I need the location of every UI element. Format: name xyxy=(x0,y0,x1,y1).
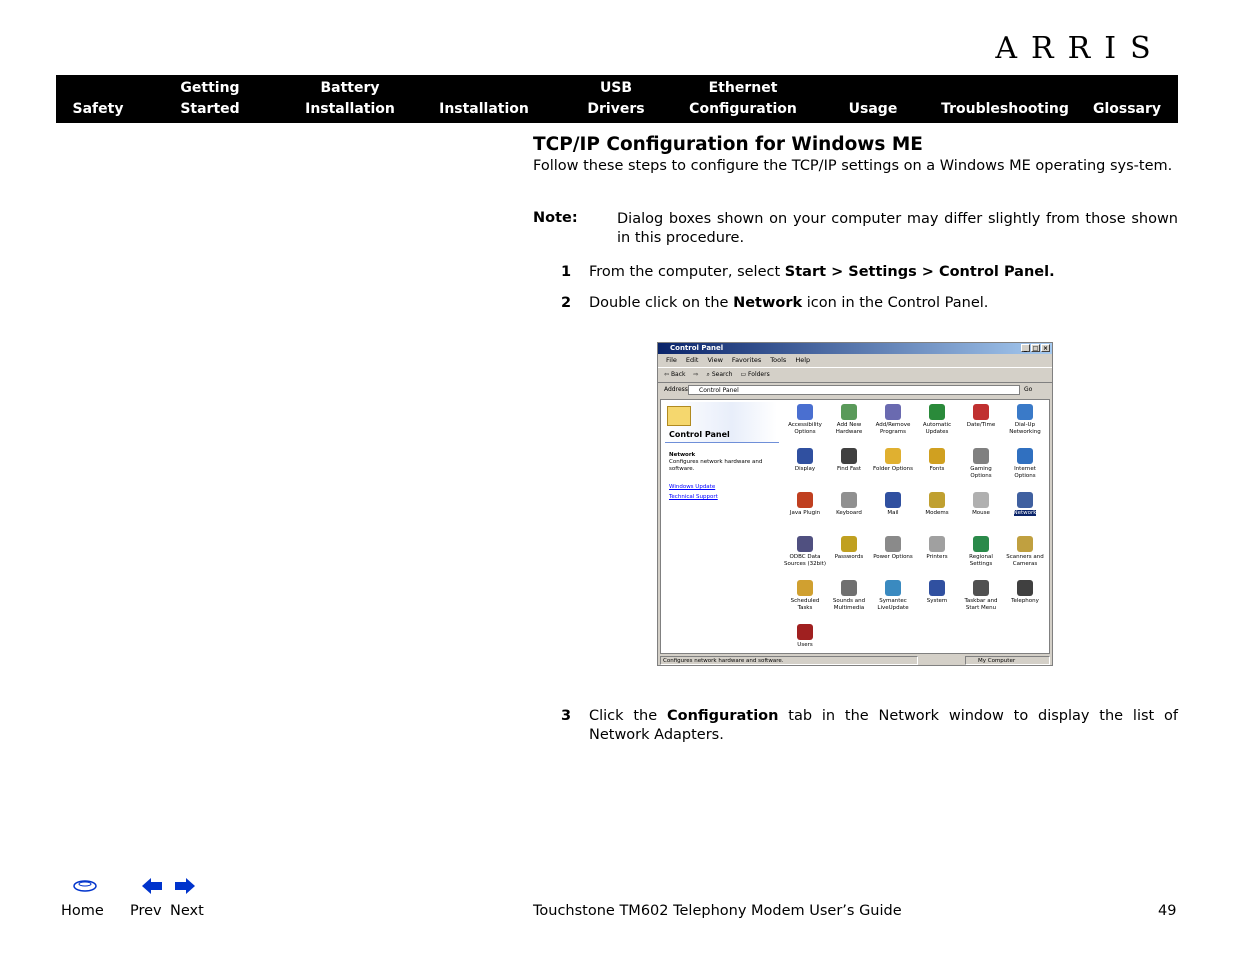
cp-icon-internet-options: Internet Options xyxy=(1003,446,1047,480)
cp-icon-display: Display xyxy=(783,446,827,473)
cp-glyph-icon xyxy=(797,448,813,464)
window-titlebar: Control Panel _ □ × xyxy=(658,343,1052,354)
next-link[interactable]: Next xyxy=(170,903,204,919)
cp-glyph-icon xyxy=(1017,580,1033,596)
left-info-pane: Control Panel Network Configures network hardware and software. Windows Update Technical Support xyxy=(661,400,779,653)
cp-glyph-icon xyxy=(1017,492,1033,508)
nav-installation[interactable]: Installation xyxy=(439,101,529,117)
cp-glyph-icon xyxy=(885,536,901,552)
cp-glyph-icon xyxy=(841,580,857,596)
top-nav-bar xyxy=(56,75,1178,123)
maximize-icon: □ xyxy=(1032,345,1039,352)
page-title: TCP/IP Configuration for Windows ME xyxy=(533,134,923,155)
note-text: Dialog boxes shown on your computer may differ slightly from those shown in this procedure. xyxy=(617,211,1178,246)
nav-glossary[interactable]: Glossary xyxy=(1092,101,1162,117)
cp-glyph-icon xyxy=(973,492,989,508)
cp-glyph-icon xyxy=(973,404,989,420)
cp-icon-system: System xyxy=(915,578,959,605)
minimize-icon: _ xyxy=(1021,344,1030,352)
control-panel-screenshot xyxy=(657,342,1053,666)
cp-glyph-icon xyxy=(885,492,901,508)
svg-text:ARRIS: ARRIS xyxy=(995,31,1165,62)
search-icon: ⌕ Search xyxy=(706,371,733,378)
nav-safety[interactable]: Safety xyxy=(72,101,124,117)
window-toolbar xyxy=(658,367,1052,383)
cp-icon-printers: Printers xyxy=(915,534,959,561)
cp-glyph-icon xyxy=(973,536,989,552)
address-bar: Address Control Panel Go xyxy=(658,383,1052,397)
close-icon: × xyxy=(1042,345,1049,352)
cp-icon-telephony: Telephony xyxy=(1003,578,1047,605)
note-label: Note: xyxy=(533,210,578,226)
cp-icon-gaming-options: Gaming Options xyxy=(959,446,1003,480)
cp-icon-add-new-hardware: Add New Hardware xyxy=(827,402,871,436)
page-number: 49 xyxy=(1158,903,1177,919)
forward-icon: ⇨ xyxy=(693,371,699,378)
cp-glyph-icon xyxy=(1017,404,1033,420)
step-text: Click the Configuration tab in the Network window to display the list of Network Adapters. xyxy=(589,708,1178,743)
cp-icon-odbc-data-sources-32bit: ODBC Data Sources (32bit) xyxy=(783,534,827,568)
cp-icon-passwords: Passwords xyxy=(827,534,871,561)
nav-usage[interactable]: Usage xyxy=(848,101,898,117)
step-number: 1 xyxy=(561,264,572,280)
address-field: Control Panel xyxy=(688,385,1020,395)
cp-icon-mouse: Mouse xyxy=(959,490,1003,517)
cp-glyph-icon xyxy=(929,404,945,420)
cp-glyph-icon xyxy=(973,580,989,596)
cp-glyph-icon xyxy=(929,536,945,552)
home-link[interactable]: Home xyxy=(61,903,104,919)
guide-title: Touchstone TM602 Telephony Modem User’s Guide xyxy=(533,903,902,919)
cp-glyph-icon xyxy=(841,448,857,464)
cp-icon-scanners-and-cameras: Scanners and Cameras xyxy=(1003,534,1047,568)
cp-glyph-icon xyxy=(973,448,989,464)
cp-icon-fonts: Fonts xyxy=(915,446,959,473)
cp-icon-regional-settings: Regional Settings xyxy=(959,534,1003,568)
cp-icon-power-options: Power Options xyxy=(871,534,915,561)
cp-glyph-icon xyxy=(797,404,813,420)
control-panel-body xyxy=(660,399,1050,654)
cp-glyph-icon xyxy=(841,492,857,508)
control-panel-folder-icon xyxy=(667,406,691,426)
cp-icon-date-time: Date/Time xyxy=(959,402,1003,429)
status-bar: Configures network hardware and software. My Computer xyxy=(660,656,1050,665)
cp-icon-keyboard: Keyboard xyxy=(827,490,871,517)
cp-icon-modems: Modems xyxy=(915,490,959,517)
cp-glyph-icon xyxy=(841,536,857,552)
cp-icon-users: Users xyxy=(783,622,827,649)
nav-ethernet-configuration[interactable]: Ethernet Configuration xyxy=(689,80,797,117)
technical-support-link: Technical Support xyxy=(669,494,718,500)
prev-arrow-icon[interactable] xyxy=(141,877,163,895)
cp-icon-accessibility-options: Accessibility Options xyxy=(783,402,827,436)
back-icon: ⇦ Back xyxy=(664,371,686,378)
nav-usb-drivers[interactable]: USB Drivers xyxy=(587,80,645,117)
cp-icon-dial-up-networking: Dial-Up Networking xyxy=(1003,402,1047,436)
cp-icon-taskbar-and-start-menu: Taskbar and Start Menu xyxy=(959,578,1003,612)
cp-glyph-icon xyxy=(929,492,945,508)
cp-icon-sounds-and-multimedia: Sounds and Multimedia xyxy=(827,578,871,612)
windows-update-link: Windows Update xyxy=(669,484,716,490)
cp-glyph-icon xyxy=(797,536,813,552)
next-arrow-icon[interactable] xyxy=(174,877,196,895)
cp-glyph-icon xyxy=(885,404,901,420)
cp-glyph-icon xyxy=(929,580,945,596)
folders-icon: ▭ Folders xyxy=(740,371,770,378)
cp-icon-find-fast: Find Fast xyxy=(827,446,871,473)
cp-icon-scheduled-tasks: Scheduled Tasks xyxy=(783,578,827,612)
nav-battery-installation[interactable]: Battery Installation xyxy=(305,80,395,117)
step-number: 2 xyxy=(561,295,572,311)
cp-icon-mail: Mail xyxy=(871,490,915,517)
nav-getting-started[interactable]: Getting Started xyxy=(180,80,240,117)
window-menubar: File Edit View Favorites Tools Help xyxy=(666,356,811,364)
cp-glyph-icon xyxy=(1017,536,1033,552)
cp-glyph-icon xyxy=(797,492,813,508)
cp-glyph-icon xyxy=(797,580,813,596)
go-button: Go xyxy=(1024,386,1033,393)
cp-glyph-icon xyxy=(1017,448,1033,464)
step-number: 3 xyxy=(561,708,572,724)
step-text: Double click on the Network icon in the Control Panel. xyxy=(589,295,989,311)
cp-glyph-icon xyxy=(841,404,857,420)
cp-icon-java-plugin: Java Plugin xyxy=(783,490,827,517)
step-text: From the computer, select Start > Settings > Control Panel. xyxy=(589,264,1055,280)
intro-paragraph: Follow these steps to configure the TCP/IP settings on a Windows ME operating sys-tem. xyxy=(533,158,1173,174)
prev-link[interactable]: Prev xyxy=(130,903,162,919)
nav-troubleshooting[interactable]: Troubleshooting xyxy=(941,101,1069,117)
cp-icon-symantec-liveupdate: Symantec LiveUpdate xyxy=(871,578,915,612)
control-panel-icons xyxy=(779,400,1049,653)
cp-icon-add-remove-programs: Add/Remove Programs xyxy=(871,402,915,436)
cp-icon-automatic-updates: Automatic Updates xyxy=(915,402,959,436)
my-computer-status: My Computer xyxy=(965,656,1050,665)
cp-glyph-icon xyxy=(797,624,813,640)
cp-icon-network: Network xyxy=(1003,490,1047,517)
cp-glyph-icon xyxy=(885,448,901,464)
cp-glyph-icon xyxy=(929,448,945,464)
cp-icon-folder-options: Folder Options xyxy=(871,446,915,473)
home-icon[interactable] xyxy=(72,879,98,893)
cp-glyph-icon xyxy=(885,580,901,596)
arris-logo xyxy=(982,30,1178,62)
